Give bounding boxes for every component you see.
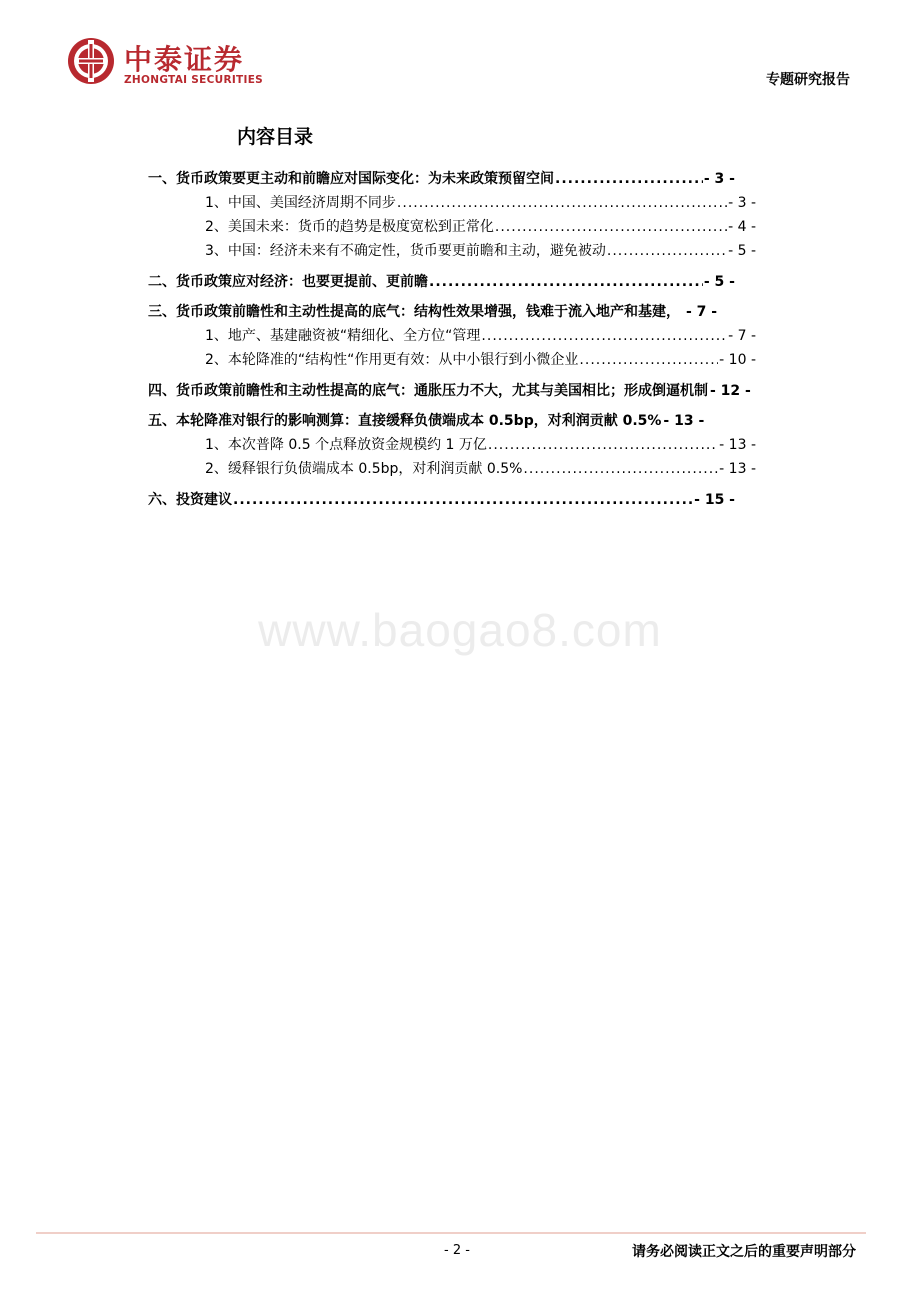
logo-text-cn: 中泰证券 [124,43,245,76]
toc-entry-page: - 7 - [728,328,756,344]
toc-entry-page: - 3 - [728,195,756,211]
toc-entry-page: - 12 - [710,383,751,399]
toc-entry-page: - 13 - [719,437,756,453]
page-number: - 2 - [444,1243,470,1258]
toc-entry[interactable] [205,349,756,369]
toc-entry[interactable] [205,240,756,260]
toc-entry-title: 1、地产、基建融资被“精细化、全方位“管理 [205,328,481,344]
toc-entry-page: - 10 - [719,352,756,368]
toc-entry-page: - 13 - [663,413,705,429]
toc-entry[interactable] [148,168,735,188]
toc-entry-title: 2、美国未来：货币的趋势是极度宽松到正常化 [205,219,494,235]
toc-entry-page: - 7 - [686,304,718,320]
toc-entry-title: 3、中国：经济未来有不确定性，货币要更前瞻和主动，避免被动 [205,243,606,259]
toc-entry[interactable] [205,216,756,236]
toc-entry-title: 五、本轮降准对银行的影响测算：直接缓释负债端成本 0.5bp，对利润贡献 0.5% [148,413,662,429]
toc-leader-dots [233,492,693,508]
toc-leader-dots [555,171,703,187]
toc-leader-dots [481,328,727,344]
toc-entry[interactable] [205,192,756,212]
toc-leader-dots [579,352,718,368]
toc-entry[interactable] [148,410,791,430]
toc-entry-title: 2、本轮降准的“结构性“作用更有效：从中小银行到小微企业 [205,352,579,368]
toc-leader-dots [607,243,727,259]
toc-entry-title: 二、货币政策应对经济：也要更提前、更前瞻 [148,274,428,290]
toc-entry-title: 四、货币政策前瞻性和主动性提高的底气：通胀压力不大，尤其与美国相比；形成倒逼机制 [148,383,708,399]
toc-entry[interactable] [205,458,756,478]
toc-entry[interactable] [205,434,756,454]
company-logo [66,36,286,96]
toc-entry-title: 2、缓释银行负债端成本 0.5bp，对利润贡献 0.5% [205,461,523,477]
toc-leader-dots [523,461,718,477]
toc-entry-page: - 13 - [719,461,756,477]
footer-divider [36,1232,866,1234]
toc-entry[interactable] [148,271,735,291]
report-type-label: 专题研究报告 [766,72,850,88]
toc-leader-dots [495,219,727,235]
toc-entry[interactable] [148,489,735,509]
toc-entry-title: 六、投资建议 [148,492,232,508]
toc-entry[interactable] [148,380,838,400]
toc-entry-title: 1、中国、美国经济周期不同步 [205,195,396,211]
toc-entry-page: - 15 - [694,492,735,508]
toc-entry-title: 一、货币政策要更主动和前瞻应对国际变化：为未来政策预留空间 [148,171,554,187]
toc-entry-title: 1、本次普降 0.5 个点释放资金规模约 1 万亿 [205,437,487,453]
zhongtai-emblem-icon [66,36,116,86]
toc-title: 内容目录 [237,126,314,148]
toc-entry-page: - 5 - [703,274,735,290]
toc-entry-page: - 3 - [703,171,735,187]
toc-leader-dots [397,195,727,211]
toc-entry-page: - 4 - [728,219,756,235]
toc-leader-dots [488,437,718,453]
footer-disclaimer: 请务必阅读正文之后的重要声明部分 [632,1244,856,1260]
toc-entry-title: 三、货币政策前瞻性和主动性提高的底气：结构性效果增强，钱难于流入地产和基建， [148,304,680,320]
toc-entry-page: - 5 - [728,243,756,259]
toc-leader-dots [429,274,703,290]
watermark-text: www.baogao8.com [258,604,662,656]
logo-text-en: ZHONGTAI SECURITIES [124,74,264,86]
toc-entry[interactable] [148,301,797,321]
toc-entry[interactable] [205,325,756,345]
